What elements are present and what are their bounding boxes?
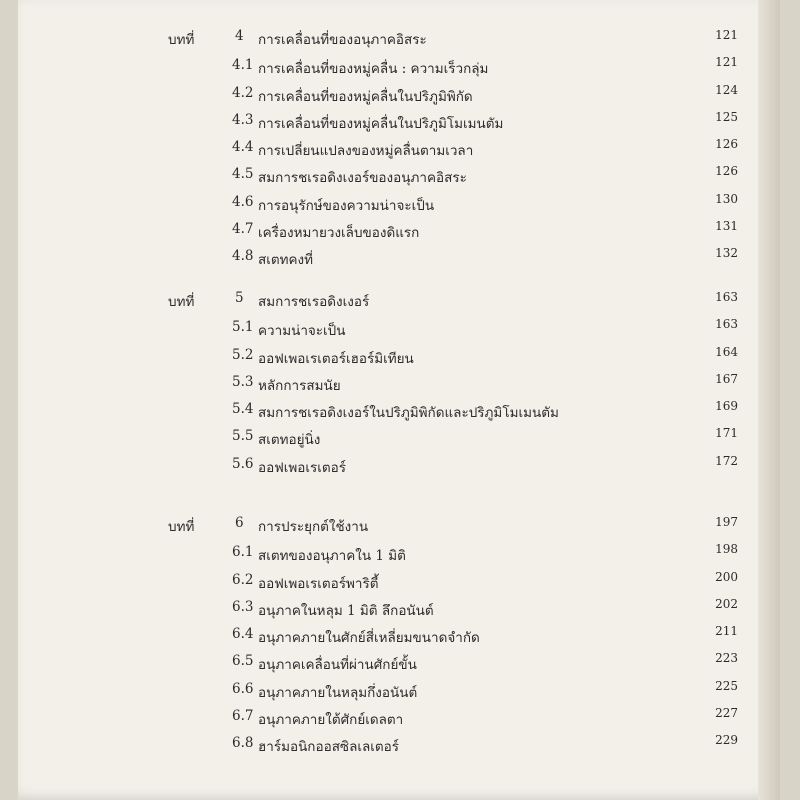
chapter-5 bbox=[168, 288, 738, 479]
toc-entry bbox=[168, 108, 738, 135]
toc-entry bbox=[168, 568, 738, 595]
chapter-number: 4 bbox=[235, 28, 244, 44]
section-number: 4.3 bbox=[232, 111, 254, 128]
section-title: ออฟเพอเรเตอร์ bbox=[258, 459, 347, 476]
section-title: สมการชเรอดิงเงอร์ของอนุภาคอิสระ bbox=[258, 170, 467, 187]
toc-entry bbox=[168, 622, 738, 649]
section-number: 6.2 bbox=[232, 571, 254, 588]
section-page-number: 121 bbox=[715, 55, 738, 70]
chapter-page-number: 197 bbox=[715, 515, 738, 529]
chapter-label: บทที่ bbox=[168, 294, 195, 310]
section-page-number: 163 bbox=[715, 317, 738, 332]
toc-entry bbox=[168, 731, 738, 758]
page-edge bbox=[758, 0, 780, 800]
section-title: ออฟเพอเรเตอร์พาริตี้ bbox=[258, 575, 379, 592]
section-page-number: 124 bbox=[715, 82, 738, 97]
section-number: 4.5 bbox=[232, 166, 254, 183]
section-page-number: 126 bbox=[715, 164, 738, 179]
section-number: 5.5 bbox=[232, 428, 254, 445]
chapter-label: บทที่ bbox=[168, 32, 195, 48]
section-page-number: 126 bbox=[715, 137, 738, 152]
section-page-number: 131 bbox=[715, 219, 738, 234]
toc-entry bbox=[168, 135, 738, 162]
chapter-heading bbox=[168, 513, 738, 540]
toc-entry bbox=[168, 649, 738, 676]
section-page-number: 211 bbox=[715, 624, 738, 639]
section-number: 6.4 bbox=[232, 626, 254, 643]
toc-entry bbox=[168, 595, 738, 622]
section-title: หลักการสมนัย bbox=[258, 377, 341, 394]
section-title: อนุภาคเคลื่อนที่ผ่านศักย์ขั้น bbox=[258, 657, 417, 674]
section-number: 6.5 bbox=[232, 653, 254, 670]
toc-entry bbox=[168, 53, 738, 80]
section-number: 5.1 bbox=[232, 319, 254, 336]
toc-entry bbox=[168, 397, 738, 424]
toc-entry bbox=[168, 452, 738, 479]
section-title: การเคลื่อนที่ของหมู่คลื่น : ความเร็วกลุ่ม bbox=[258, 61, 489, 78]
section-page-number: 172 bbox=[715, 453, 738, 468]
section-page-number: 225 bbox=[715, 678, 738, 693]
section-title: สเตทอยู่นิ่ง bbox=[258, 432, 321, 449]
section-title: ฮาร์มอนิกออสซิลเลเตอร์ bbox=[258, 739, 399, 756]
section-page-number: 164 bbox=[715, 344, 738, 359]
book-page bbox=[18, 0, 780, 800]
section-title: การอนุรักษ์ของความน่าจะเป็น bbox=[258, 197, 435, 214]
section-number: 5.2 bbox=[232, 346, 254, 363]
section-title: การเคลื่อนที่ของหมู่คลื่นในปริภูมิพิกัด bbox=[258, 88, 473, 105]
section-number: 5.6 bbox=[232, 455, 254, 472]
toc-entry bbox=[168, 81, 738, 108]
section-number: 4.1 bbox=[232, 57, 254, 74]
section-number: 4.8 bbox=[232, 248, 254, 265]
section-page-number: 130 bbox=[715, 191, 738, 206]
toc-entry bbox=[168, 190, 738, 217]
section-number: 4.7 bbox=[232, 221, 254, 238]
toc-entry bbox=[168, 677, 738, 704]
chapter-page-number: 121 bbox=[715, 28, 738, 42]
toc-entry bbox=[168, 343, 738, 370]
section-page-number: 125 bbox=[715, 109, 738, 124]
toc-entry bbox=[168, 217, 738, 244]
section-title: สเตทของอนุภาคใน 1 มิติ bbox=[258, 548, 406, 565]
section-title: สมการชเรอดิงเงอร์ในปริภูมิพิกัดและปริภูมิโมเมนตัม bbox=[258, 405, 559, 422]
chapter-title: การเคลื่อนที่ของอนุภาคอิสระ bbox=[258, 32, 427, 48]
section-title: การเปลี่ยนแปลงของหมู่คลื่นตามเวลา bbox=[258, 143, 474, 160]
section-number: 6.7 bbox=[232, 708, 254, 725]
chapter-label: บทที่ bbox=[168, 519, 195, 535]
chapter-6 bbox=[168, 513, 738, 759]
chapter-number: 6 bbox=[235, 515, 244, 531]
toc-entry bbox=[168, 424, 738, 451]
section-page-number: 229 bbox=[715, 733, 738, 748]
section-page-number: 167 bbox=[715, 371, 738, 386]
chapter-4 bbox=[168, 26, 738, 272]
chapter-heading bbox=[168, 288, 738, 315]
toc-entry bbox=[168, 704, 738, 731]
section-title: อนุภาคภายใต้ศักย์เดลตา bbox=[258, 712, 404, 729]
section-number: 6.3 bbox=[232, 598, 254, 615]
section-page-number: 132 bbox=[715, 246, 738, 261]
chapter-heading bbox=[168, 26, 738, 53]
section-title: สเตทคงที่ bbox=[258, 252, 314, 269]
chapter-title: สมการชเรอดิงเงอร์ bbox=[258, 294, 370, 310]
section-number: 5.3 bbox=[232, 373, 254, 390]
section-page-number: 227 bbox=[715, 706, 738, 721]
toc-entry bbox=[168, 540, 738, 567]
section-number: 6.6 bbox=[232, 680, 254, 697]
section-number: 6.1 bbox=[232, 544, 254, 561]
section-page-number: 169 bbox=[715, 399, 738, 414]
section-title: อนุภาคภายในศักย์สี่เหลี่ยมขนาดจำกัด bbox=[258, 630, 480, 647]
toc-entry bbox=[168, 370, 738, 397]
toc-entry bbox=[168, 162, 738, 189]
toc-entry bbox=[168, 244, 738, 271]
section-title: อนุภาคภายในหลุมกึ่งอนันต์ bbox=[258, 684, 418, 701]
section-page-number: 200 bbox=[715, 569, 738, 584]
section-page-number: 198 bbox=[715, 542, 738, 557]
section-title: ออฟเพอเรเตอร์เฮอร์มิเทียน bbox=[258, 350, 414, 367]
section-title: อนุภาคในหลุม 1 มิติ ลึกอนันต์ bbox=[258, 602, 434, 619]
section-number: 4.4 bbox=[232, 139, 254, 156]
chapter-number: 5 bbox=[235, 290, 244, 306]
section-title: ความน่าจะเป็น bbox=[258, 323, 346, 340]
section-page-number: 202 bbox=[715, 596, 738, 611]
section-number: 4.2 bbox=[232, 84, 254, 101]
toc-entry bbox=[168, 315, 738, 342]
section-title: การเคลื่อนที่ของหมู่คลื่นในปริภูมิโมเมนตัม bbox=[258, 115, 504, 132]
section-number: 4.6 bbox=[232, 193, 254, 210]
section-page-number: 223 bbox=[715, 651, 738, 666]
section-page-number: 171 bbox=[715, 426, 738, 441]
section-number: 5.4 bbox=[232, 401, 254, 418]
section-number: 6.8 bbox=[232, 735, 254, 752]
chapter-title: การประยุกต์ใช้งาน bbox=[258, 519, 369, 535]
chapter-page-number: 163 bbox=[715, 290, 738, 304]
section-title: เครื่องหมายวงเล็บของดิแรก bbox=[258, 225, 420, 242]
